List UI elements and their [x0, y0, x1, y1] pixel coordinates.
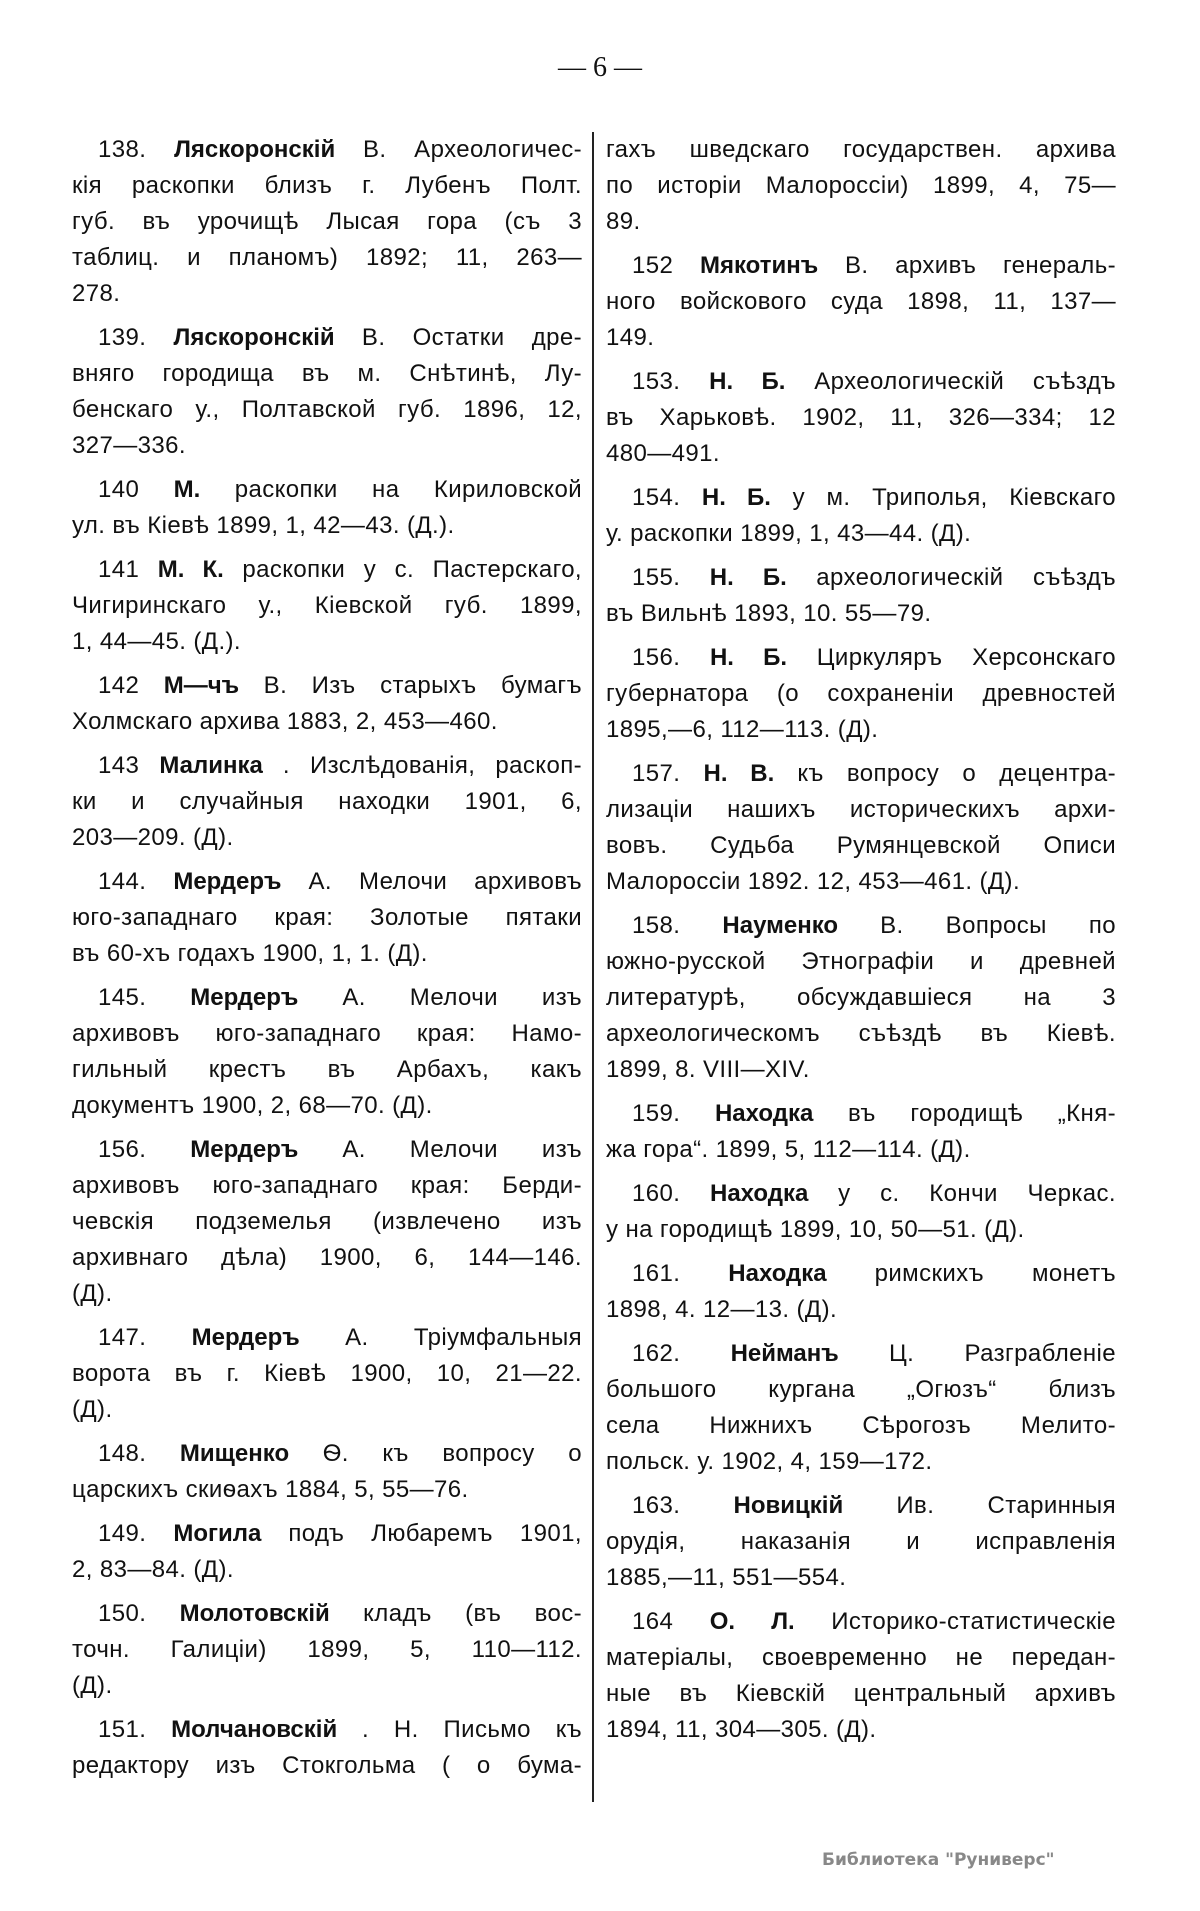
bibliography-entry: [72, 552, 582, 660]
bibliography-entry: [606, 480, 1116, 552]
entry-title: А. Мелочи архивовъ: [308, 868, 582, 895]
entry-line: архивнаго дѣла) 1900, 6, 144—146.: [72, 1244, 582, 1271]
entry-number: 148.: [98, 1440, 147, 1467]
entry-number: 159.: [632, 1100, 681, 1127]
entry-author: Нейманъ: [730, 1340, 839, 1367]
entry-author: Мердеръ: [190, 1136, 299, 1163]
bibliography-entry: [72, 1320, 582, 1428]
entry-line: археологическомъ съѣздѣ въ Кіевѣ.: [606, 1020, 1116, 1047]
bibliography-entry: [606, 1488, 1116, 1596]
bibliography-entry: [72, 1132, 582, 1312]
bibliography-entry: [72, 472, 582, 544]
entry-title: А. Мелочи изъ: [342, 984, 582, 1011]
bibliography-entry: [72, 668, 582, 740]
entry-number: 145.: [98, 984, 147, 1011]
entry-line: въ Харьковѣ. 1902, 11, 326—334; 12: [606, 404, 1116, 431]
entry-line: губернатора (о сохраненіи древностей: [606, 680, 1116, 707]
entry-first-line: [606, 1176, 1116, 1212]
bibliography-entry: [72, 132, 582, 312]
entry-line: жа гора“. 1899, 5, 112—114. (Д).: [606, 1136, 971, 1163]
entry-line: 1898, 4. 12—13. (Д).: [606, 1296, 838, 1323]
entry-author: Ляскоронскій: [173, 324, 335, 351]
entry-line: таблиц. и планомъ) 1892; 11, 263—: [72, 244, 582, 271]
entry-author: Н. Б.: [701, 484, 771, 511]
entry-title: римскихъ монетъ: [874, 1260, 1116, 1287]
entry-first-line: [72, 472, 582, 508]
entry-line: южно-русской Этнографіи и древней: [606, 948, 1116, 975]
entry-title: Циркуляръ Херсонскаго: [816, 644, 1116, 671]
entry-author: Н. Б.: [709, 644, 788, 671]
entry-author: Мищенко: [179, 1440, 290, 1467]
entry-title: Ц. Разграбленіе: [889, 1340, 1116, 1367]
entry-title: у с. Кончи Черкас.: [838, 1180, 1116, 1207]
bibliography-entry: [72, 320, 582, 464]
entry-author: Находка: [728, 1260, 827, 1287]
entry-number: 156.: [632, 644, 681, 671]
entry-title: . Н. Письмо къ: [362, 1716, 582, 1743]
left-column: [72, 132, 582, 1792]
entry-line: у. раскопки 1899, 1, 43—44. (Д).: [606, 520, 972, 547]
entry-line: 149.: [606, 324, 655, 351]
entry-number: 153.: [632, 368, 681, 395]
entry-number: 150.: [98, 1600, 147, 1627]
entry-line: архивовъ юго-западнаго края: Берди-: [72, 1172, 582, 1199]
entry-line: точн. Галиціи) 1899, 5, 110—112.: [72, 1636, 582, 1663]
entry-first-line: [72, 1712, 582, 1748]
entry-title: къ вопросу о децентра-: [797, 760, 1116, 787]
entry-title: . Изслѣдованія, раскоп-: [282, 752, 582, 779]
entry-first-line: [72, 980, 582, 1016]
entry-number: 164: [632, 1608, 674, 1635]
entry-line: гахъ шведскаго государствен. архива: [606, 136, 1116, 163]
bibliography-entry: [72, 980, 582, 1124]
bibliography-entry: [606, 560, 1116, 632]
entry-line: у на городищѣ 1899, 10, 50—51. (Д).: [606, 1216, 1025, 1243]
entry-line: большого кургана „Огюзъ“ близъ: [606, 1376, 1116, 1403]
entry-line: вняго городища въ м. Снѣтинѣ, Лу-: [72, 360, 582, 387]
entry-first-line: [606, 640, 1116, 676]
entry-line: редактору изъ Стокгольма ( о бума-: [72, 1752, 582, 1779]
bibliography-entry: [72, 1712, 582, 1784]
bibliography-entry: [72, 1436, 582, 1508]
entry-first-line: [72, 552, 582, 588]
entry-first-line: [606, 560, 1116, 596]
entry-line: въ 60-хъ годахъ 1900, 1, 1. (Д).: [72, 940, 428, 967]
entry-line: польск. у. 1902, 4, 159—172.: [606, 1448, 933, 1475]
entry-line: 480—491.: [606, 440, 720, 467]
entry-author: Н. Б.: [709, 368, 786, 395]
entry-line: чевскія подземелья (извлечено изъ: [72, 1208, 582, 1235]
bibliography-entry: [606, 132, 1116, 240]
entry-line: документъ 1900, 2, 68—70. (Д).: [72, 1092, 433, 1119]
page-number: — 6 —: [558, 52, 642, 83]
entry-title: подъ Любаремъ 1901,: [288, 1520, 582, 1547]
entry-title: Ив. Старинныя: [896, 1492, 1116, 1519]
entry-line: 89.: [606, 208, 641, 235]
entry-line: Малороссіи 1892. 12, 453—461. (Д).: [606, 868, 1021, 895]
entry-author: Молотовскій: [179, 1600, 330, 1627]
entry-first-line: [606, 364, 1116, 400]
entry-author: Н. В.: [703, 760, 775, 787]
library-watermark: Библиотека "Руниверс": [822, 1850, 1055, 1870]
entry-title: Историко-статистическіе: [831, 1608, 1116, 1635]
entry-title: раскопки на Кириловской: [234, 476, 583, 503]
entry-number: 149.: [98, 1520, 147, 1547]
entry-number: 140: [98, 476, 140, 503]
entry-author: Находка: [714, 1100, 814, 1127]
entry-line: (Д).: [72, 1672, 113, 1699]
entry-line: орудія, наказанія и исправленія: [606, 1528, 1116, 1555]
entry-title: В. Вопросы по: [880, 912, 1116, 939]
bibliography-entry: [606, 756, 1116, 900]
entry-title: Археологическій съѣздъ: [814, 368, 1116, 395]
entry-author: Мякотинъ: [699, 252, 819, 279]
entry-line: села Нижнихъ Сѣрогозъ Мелито-: [606, 1412, 1116, 1439]
entry-line: царскихъ скиѳахъ 1884, 5, 55—76.: [72, 1476, 469, 1503]
entry-first-line: [606, 480, 1116, 516]
bibliography-entry: [72, 864, 582, 972]
entry-line: лизаціи нашихъ историческихъ архи-: [606, 796, 1116, 823]
entry-first-line: [606, 1096, 1116, 1132]
bibliography-entry: [606, 248, 1116, 356]
entry-number: 155.: [632, 564, 681, 591]
bibliography-entry: [606, 1256, 1116, 1328]
entry-number: 154.: [632, 484, 681, 511]
entry-line: ворота въ г. Кіевѣ 1900, 10, 21—22.: [72, 1360, 582, 1387]
entry-title: археологическій съѣздъ: [816, 564, 1117, 591]
entry-line: 1895,—6, 112—113. (Д).: [606, 716, 879, 743]
entry-author: Мердеръ: [173, 868, 282, 895]
entry-first-line: [606, 1336, 1116, 1372]
entry-author: Новицкій: [733, 1492, 844, 1519]
entry-first-line: [72, 748, 582, 784]
entry-first-line: [72, 1320, 582, 1356]
entry-number: 160.: [632, 1180, 681, 1207]
entry-line: кія раскопки близъ г. Лубенъ Полт.: [72, 172, 582, 199]
bibliography-entry: [72, 1516, 582, 1588]
entry-author: О. Л.: [709, 1608, 795, 1635]
entry-first-line: [606, 1488, 1116, 1524]
entry-line: ного войскового суда 1898, 11, 137—: [606, 288, 1116, 315]
entry-line: въ Вильнѣ 1893, 10. 55—79.: [606, 600, 932, 627]
entry-number: 162.: [632, 1340, 681, 1367]
entry-line: юго-западнаго края: Золотые пятаки: [72, 904, 582, 931]
entry-line: вовъ. Судьба Румянцевской Описи: [606, 832, 1116, 859]
entry-line: 1, 44—45. (Д.).: [72, 628, 241, 655]
entry-author: М. К.: [157, 556, 224, 583]
entry-line: (Д).: [72, 1280, 113, 1307]
entry-author: М—чъ: [163, 672, 240, 699]
bibliography-entry: [606, 364, 1116, 472]
entry-first-line: [72, 1596, 582, 1632]
entry-title: раскопки у с. Пастерскаго,: [242, 556, 583, 583]
entry-title: А. Тріумфальныя: [345, 1324, 582, 1351]
entry-first-line: [72, 320, 582, 356]
right-column: [606, 132, 1116, 1756]
entry-line: матеріалы, своевременно не передан-: [606, 1644, 1116, 1671]
entry-number: 143: [98, 752, 140, 779]
entry-number: 141: [98, 556, 140, 583]
entry-author: Мердеръ: [190, 984, 299, 1011]
entry-number: 163.: [632, 1492, 681, 1519]
entry-line: 2, 83—84. (Д).: [72, 1556, 234, 1583]
entry-author: Молчановскій: [171, 1716, 338, 1743]
entry-number: 158.: [632, 912, 681, 939]
entry-line: ки и случайныя находки 1901, 6,: [72, 788, 582, 815]
entry-title: въ городищѣ „Кня-: [847, 1100, 1116, 1127]
entry-author: Н. Б.: [709, 564, 787, 591]
entry-first-line: [72, 1132, 582, 1168]
entry-first-line: [606, 756, 1116, 792]
entry-title: Ѳ. къ вопросу о: [322, 1440, 582, 1467]
bibliography-entry: [606, 1176, 1116, 1248]
entry-line: 203—209. (Д).: [72, 824, 234, 851]
entry-number: 152: [632, 252, 674, 279]
entry-first-line: [72, 864, 582, 900]
bibliography-entry: [606, 908, 1116, 1088]
entry-line: (Д).: [72, 1396, 113, 1423]
entry-title: В. Изъ старыхъ бумагъ: [263, 672, 582, 699]
entry-author: Могила: [173, 1520, 262, 1547]
entry-number: 138.: [98, 136, 147, 163]
entry-line: 327—336.: [72, 432, 186, 459]
bibliography-entry: [72, 748, 582, 856]
entry-title: В. Археологичес-: [362, 136, 582, 163]
entry-line: 1894, 11, 304—305. (Д).: [606, 1716, 877, 1743]
entry-line: гильный крестъ въ Арбахъ, какъ: [72, 1056, 582, 1083]
entry-line: 1885,—11, 551—554.: [606, 1564, 847, 1591]
column-divider: [592, 132, 594, 1802]
entry-line: бенскаго у., Полтавской губ. 1896, 12,: [72, 396, 582, 423]
entry-number: 157.: [632, 760, 681, 787]
entry-line: губ. въ урочищѣ Лысая гора (съ 3: [72, 208, 582, 235]
entry-number: 147.: [98, 1324, 147, 1351]
entry-line: литературѣ, обсуждавшіеся на 3: [606, 984, 1116, 1011]
entry-author: Находка: [710, 1180, 809, 1207]
entry-number: 161.: [632, 1260, 681, 1287]
entry-title: В. архивъ генераль-: [844, 252, 1116, 279]
entry-number: 139.: [98, 324, 147, 351]
entry-number: 156.: [98, 1136, 147, 1163]
entry-first-line: [606, 248, 1116, 284]
bibliography-entry: [606, 640, 1116, 748]
entry-line: Холмскаго архива 1883, 2, 453—460.: [72, 708, 498, 735]
entry-author: Науменко: [722, 912, 839, 939]
entry-title: А. Мелочи изъ: [342, 1136, 582, 1163]
bibliography-entry: [72, 1596, 582, 1704]
entry-author: Ляскоронскій: [174, 136, 336, 163]
bibliography-entry: [606, 1096, 1116, 1168]
entry-number: 151.: [98, 1716, 147, 1743]
entry-line: Чигиринскаго у., Кіевской губ. 1899,: [72, 592, 582, 619]
entry-first-line: [72, 1436, 582, 1472]
entry-line: ные въ Кіевскій центральный архивъ: [606, 1680, 1116, 1707]
entry-title: В. Остатки дре-: [361, 324, 582, 351]
bibliography-entry: [606, 1336, 1116, 1480]
entry-author: Мердеръ: [191, 1324, 300, 1351]
entry-line: 278.: [72, 280, 121, 307]
entry-first-line: [606, 1256, 1116, 1292]
entry-line: архивовъ юго-западнаго края: Намо-: [72, 1020, 582, 1047]
entry-author: М.: [173, 476, 201, 503]
entry-author: Малинка: [159, 752, 263, 779]
entry-first-line: [72, 1516, 582, 1552]
entry-number: 144.: [98, 868, 147, 895]
entry-first-line: [606, 1604, 1116, 1640]
entry-line: ул. въ Кіевѣ 1899, 1, 42—43. (Д.).: [72, 512, 455, 539]
entry-number: 142: [98, 672, 140, 699]
entry-first-line: [72, 668, 582, 704]
entry-title: у м. Триполья, Кіевскаго: [792, 484, 1116, 511]
entry-title: кладъ (въ вос-: [363, 1600, 582, 1627]
entry-line: по исторіи Малороссіи) 1899, 4, 75—: [606, 172, 1116, 199]
entry-first-line: [72, 132, 582, 168]
entry-line: 1899, 8. VIII—XIV.: [606, 1056, 810, 1083]
bibliography-entry: [606, 1604, 1116, 1748]
entry-first-line: [606, 908, 1116, 944]
